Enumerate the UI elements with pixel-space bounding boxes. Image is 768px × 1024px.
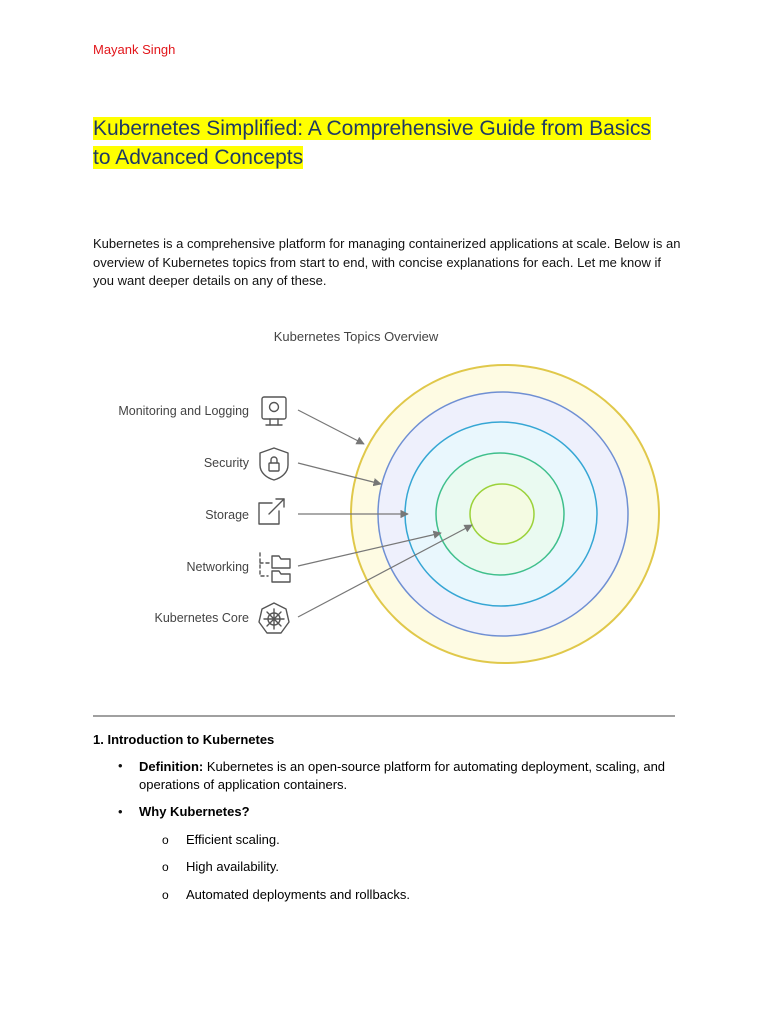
sub-bullet-marker: o <box>162 860 169 874</box>
section-heading: 1. Introduction to Kubernetes <box>93 732 275 747</box>
document-title <box>93 114 673 172</box>
monitor-camera-icon <box>262 397 286 425</box>
subitem-text: Automated deployments and rollbacks. <box>186 887 411 902</box>
bullet-marker: • <box>118 804 123 819</box>
bullet-marker: • <box>118 758 123 773</box>
definition-item <box>139 758 679 794</box>
external-link-icon <box>259 499 284 524</box>
sub-bullet-marker: o <box>162 833 169 847</box>
definition-label: Definition: <box>139 759 204 774</box>
arrow-monitoring <box>298 410 364 444</box>
topics-overview-diagram <box>0 318 768 678</box>
intro-paragraph: Kubernetes is a comprehensive platform for managing containerized applications at scale. Below is an overview of Kubernetes topics from start to end, with concise explanations for each. Let me know if you want deeper details on any of these. <box>93 236 681 288</box>
folder-network-icon <box>260 553 290 582</box>
label-security: Security <box>203 456 249 470</box>
section-divider <box>93 715 675 717</box>
author-name: Mayank Singh <box>93 42 176 57</box>
subitem-text: High availability. <box>186 859 279 874</box>
label-core: Kubernetes Core <box>154 611 249 625</box>
kubernetes-helm-icon <box>259 603 289 633</box>
title-line-1: Kubernetes Simplified: A Comprehensive Guide from Basics <box>93 117 651 140</box>
ring-core <box>470 484 534 544</box>
label-storage: Storage <box>205 508 249 522</box>
sub-bullet-marker: o <box>162 888 169 902</box>
label-networking: Networking <box>186 560 249 574</box>
label-monitoring: Monitoring and Logging <box>118 404 249 418</box>
diagram-title: Kubernetes Topics Overview <box>273 329 439 344</box>
title-line-2: to Advanced Concepts <box>93 146 304 169</box>
definition-text: Kubernetes is an open-source platform for automating deployment, scaling, and operations of application containers. <box>139 759 666 792</box>
why-kubernetes-label: Why Kubernetes? <box>139 804 250 819</box>
shield-lock-icon <box>260 448 288 480</box>
subitem-text: Efficient scaling. <box>186 832 280 847</box>
